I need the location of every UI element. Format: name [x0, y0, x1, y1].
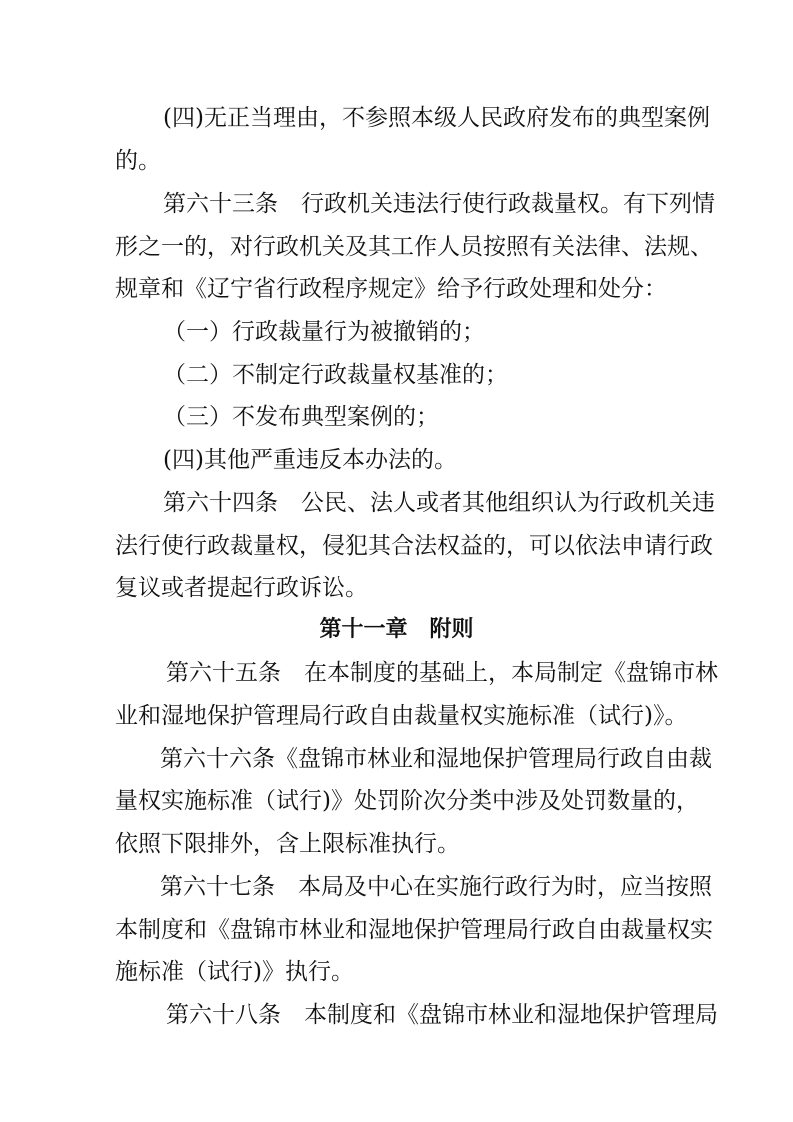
text-line: 形之一的，对行政机关及其工作人员按照有关法律、法规、 [115, 234, 713, 260]
article-64: 第六十四条 公民、法人或者其他组织认为行政机关违 [163, 490, 715, 516]
text-line: 业和湿地保护管理局行政自由裁量权实施标准（试行)》。 [115, 703, 688, 729]
text-line: 复议或者提起行政诉讼。 [115, 575, 368, 601]
chapter-heading: 第十一章 附则 [319, 617, 474, 642]
article-66: 第六十六条《盘锦市林业和湿地保护管理局行政自由裁 [160, 746, 712, 772]
article-68: 第六十八条 本制度和《盘锦市林业和湿地保护管理局 [166, 1002, 718, 1028]
list-item: （二）不制定行政裁量权基准的； [163, 362, 508, 388]
list-item: （三）不发布典型案例的； [163, 404, 439, 430]
list-item: （一）行政裁量行为被撤销的； [163, 319, 485, 345]
text-line: 的。 [115, 148, 161, 174]
text-line: 施标准（试行)》执行。 [115, 959, 354, 985]
article-63: 第六十三条 行政机关违法行使行政裁量权。有下列情 [163, 191, 715, 217]
article-67: 第六十七条 本局及中心在实施行政行为时，应当按照 [160, 874, 712, 900]
text-line: (四)无正当理由，不参照本级人民政府发布的典型案例 [163, 105, 710, 131]
text-line: 依照下限排外，含上限标准执行。 [115, 831, 460, 857]
text-line: 量权实施标准（试行)》处罚阶次分类中涉及处罚数量的， [115, 788, 699, 814]
text-line: 本制度和《盘锦市林业和湿地保护管理局行政自由裁量权实 [115, 917, 713, 943]
text-line: 法行使行政裁量权，侵犯其合法权益的，可以依法申请行政 [115, 533, 713, 559]
article-65: 第六十五条 在本制度的基础上，本局制定《盘锦市林 [166, 660, 718, 686]
list-item: (四)其他严重违反本办法的。 [163, 447, 457, 473]
text-line: 规章和《辽宁省行政程序规定》给予行政处理和处分： [115, 276, 667, 302]
